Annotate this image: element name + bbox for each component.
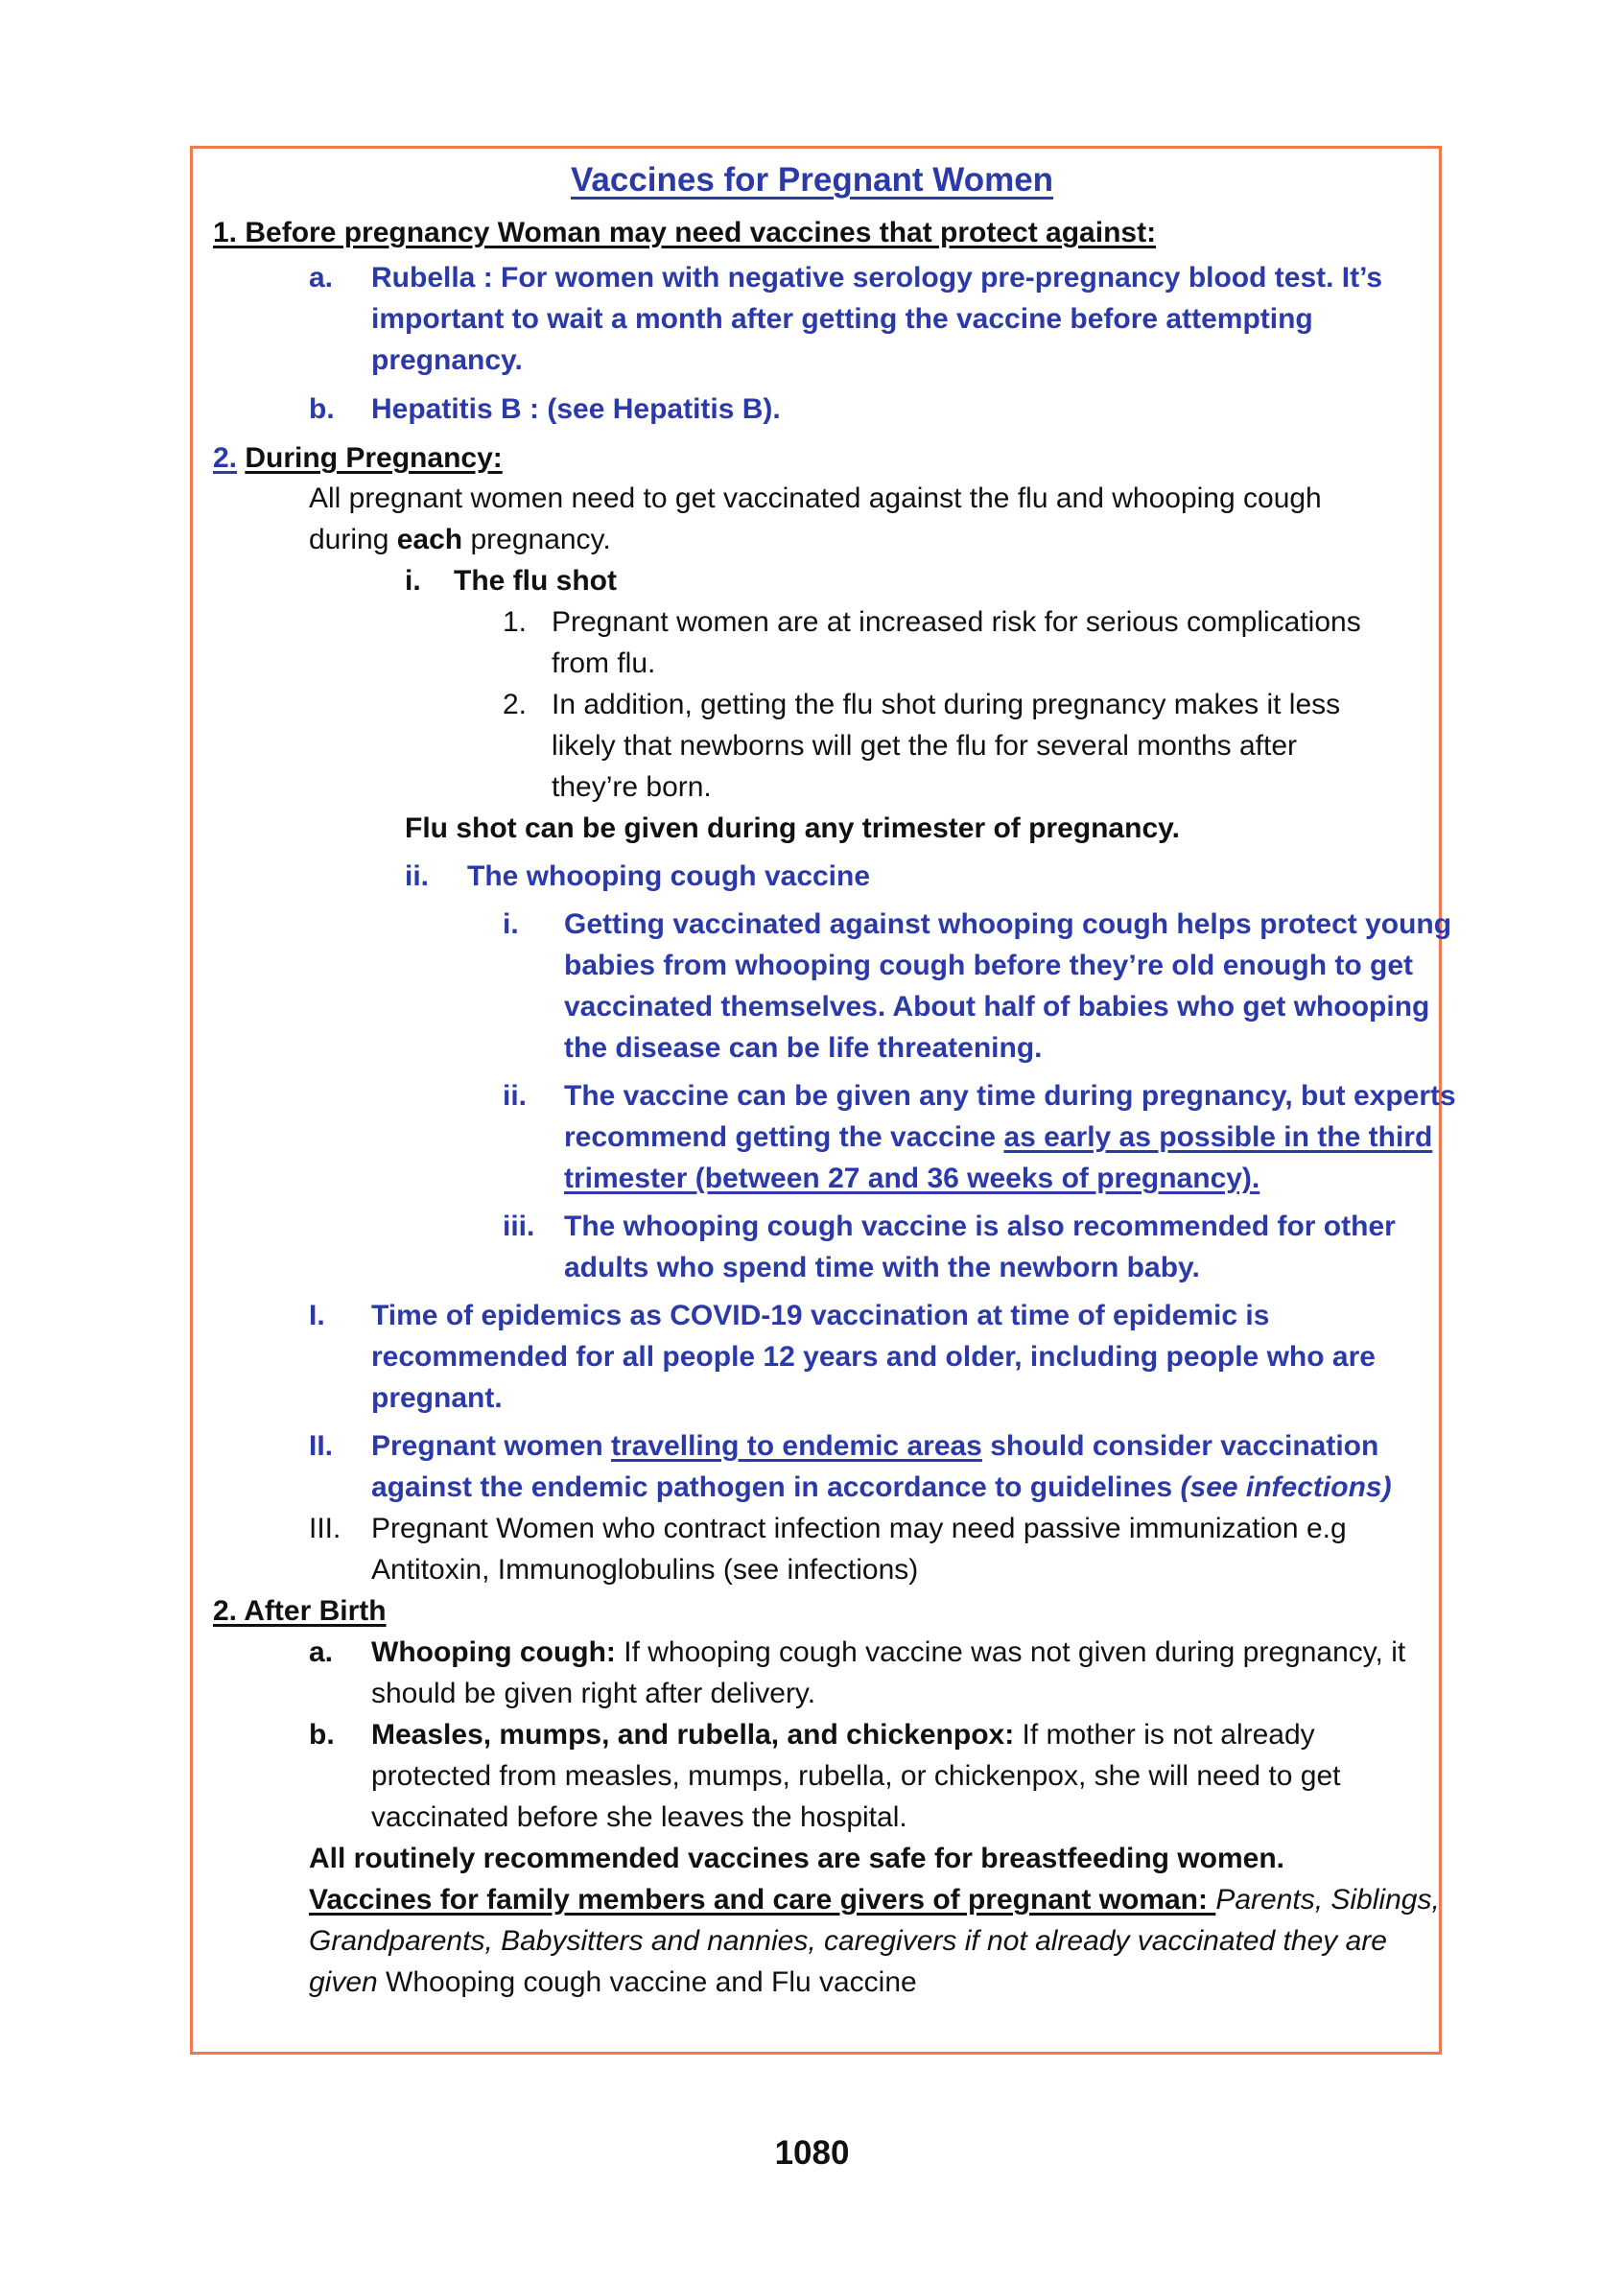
whooping-p2-line-1: The vaccine can be given any time during pregnancy, but experts: [564, 1080, 1456, 1112]
list-marker: b.: [309, 1719, 335, 1751]
list-marker: i.: [503, 908, 519, 940]
section-during-pregnancy-heading: [213, 437, 503, 479]
flu-point-2-line-1: In addition, getting the flu shot during pregnancy makes it less: [552, 689, 1341, 720]
passive-immunization-line-1: Pregnant Women who contract infection may need passive immunization e.g: [371, 1513, 1347, 1544]
list-marker: III.: [309, 1513, 341, 1544]
flu-point-2-line-2: likely that newborns will get the flu for several months after: [552, 730, 1298, 762]
page-title: Vaccines for Pregnant Women: [570, 161, 1054, 199]
whooping-p1-line-3: vaccinated themselves. About half of babies who get whooping: [564, 991, 1430, 1023]
section-after-birth-heading: 2. After Birth: [213, 1595, 387, 1627]
flu-shot-label: The flu shot: [454, 565, 617, 597]
whooping-p3-line-2: adults who spend time with the newborn baby.: [564, 1252, 1200, 1283]
section-before-pregnancy-heading: 1. Before pregnancy Woman may need vaccines that protect against:: [213, 217, 1157, 248]
whooping-p1-line-1: Getting vaccinated against whooping cough helps protect young: [564, 908, 1452, 940]
passive-immunization-line-2: Antitoxin, Immunoglobulins (see infections): [371, 1554, 919, 1586]
list-marker: ii.: [405, 860, 430, 892]
breastfeeding-note: All routinely recommended vaccines are safe for breastfeeding women.: [309, 1843, 1284, 1874]
list-marker: II.: [309, 1430, 334, 1462]
family-line-1: Vaccines for family members and care givers of pregnant woman: Parents, Siblings,: [309, 1884, 1440, 1916]
list-marker: 1.: [503, 606, 528, 638]
list-marker: I.: [309, 1300, 325, 1331]
rubella-line-1: Rubella : For women with negative serology pre-pregnancy blood test. It’s: [371, 262, 1383, 294]
whooping-p3-line-1: The whooping cough vaccine is also recommended for other: [564, 1211, 1396, 1242]
epidemic-line-2: recommended for all people 12 years and older, including people who are: [371, 1341, 1376, 1373]
list-marker: 2.: [503, 689, 528, 720]
flu-point-1-line-1: Pregnant women are at increased risk for serious complications: [552, 606, 1361, 638]
whooping-p2-line-2: recommend getting the vaccine as early as possible in the third: [564, 1121, 1433, 1153]
family-line-3: given Whooping cough vaccine and Flu vaccine: [309, 1966, 917, 1998]
epidemic-line-3: pregnant.: [371, 1382, 503, 1414]
whooping-label: The whooping cough vaccine: [467, 860, 871, 892]
endemic-line-1: Pregnant women travelling to endemic areas should consider vaccination: [371, 1430, 1379, 1462]
list-marker: ii.: [503, 1080, 528, 1112]
hepatitis-line: Hepatitis B : (see Hepatitis B).: [371, 393, 781, 425]
section-title: During Pregnancy:: [245, 442, 503, 474]
flu-point-2-line-3: they’re born.: [552, 771, 712, 803]
whooping-p1-line-2: babies from whooping cough before they’re old enough to get: [564, 950, 1413, 981]
list-marker: i.: [405, 565, 421, 597]
rubella-line-3: pregnancy.: [371, 344, 523, 376]
family-line-2: Grandparents, Babysitters and nannies, caregivers if not already vaccinated they are: [309, 1925, 1387, 1957]
after-birth-a-line-2: should be given right after delivery.: [371, 1678, 816, 1709]
after-birth-b-line-3: vaccinated before she leaves the hospital.: [371, 1801, 907, 1833]
list-marker: a.: [309, 1636, 334, 1668]
flu-trimester-note: Flu shot can be given during any trimester of pregnancy.: [405, 812, 1180, 844]
page-number: 1080: [774, 2134, 850, 2172]
whooping-p2-line-3: trimester (between 27 and 36 weeks of pregnancy).: [564, 1163, 1260, 1194]
rubella-line-2: important to wait a month after getting the vaccine before attempting: [371, 303, 1313, 335]
flu-point-1-line-2: from flu.: [552, 647, 656, 679]
whooping-p1-line-4: the disease can be life threatening.: [564, 1032, 1043, 1064]
after-birth-b-line-2: protected from measles, mumps, rubella, or chickenpox, she will need to get: [371, 1760, 1341, 1792]
intro-line-1: All pregnant women need to get vaccinated against the flu and whooping cough: [309, 482, 1322, 514]
list-marker: a.: [309, 262, 334, 294]
after-birth-a-line-1: Whooping cough: If whooping cough vaccine was not given during pregnancy, it: [371, 1636, 1406, 1668]
section-number: 2.: [213, 442, 238, 474]
after-birth-b-line-1: Measles, mumps, and rubella, and chickenpox: If mother is not already: [371, 1719, 1315, 1751]
intro-line-2: during each pregnancy.: [309, 524, 611, 555]
list-marker: b.: [309, 393, 335, 425]
list-marker: iii.: [503, 1211, 535, 1242]
epidemic-line-1: Time of epidemics as COVID-19 vaccination at time of epidemic is: [371, 1300, 1270, 1331]
endemic-line-2: against the endemic pathogen in accordance to guidelines (see infections): [371, 1471, 1392, 1503]
